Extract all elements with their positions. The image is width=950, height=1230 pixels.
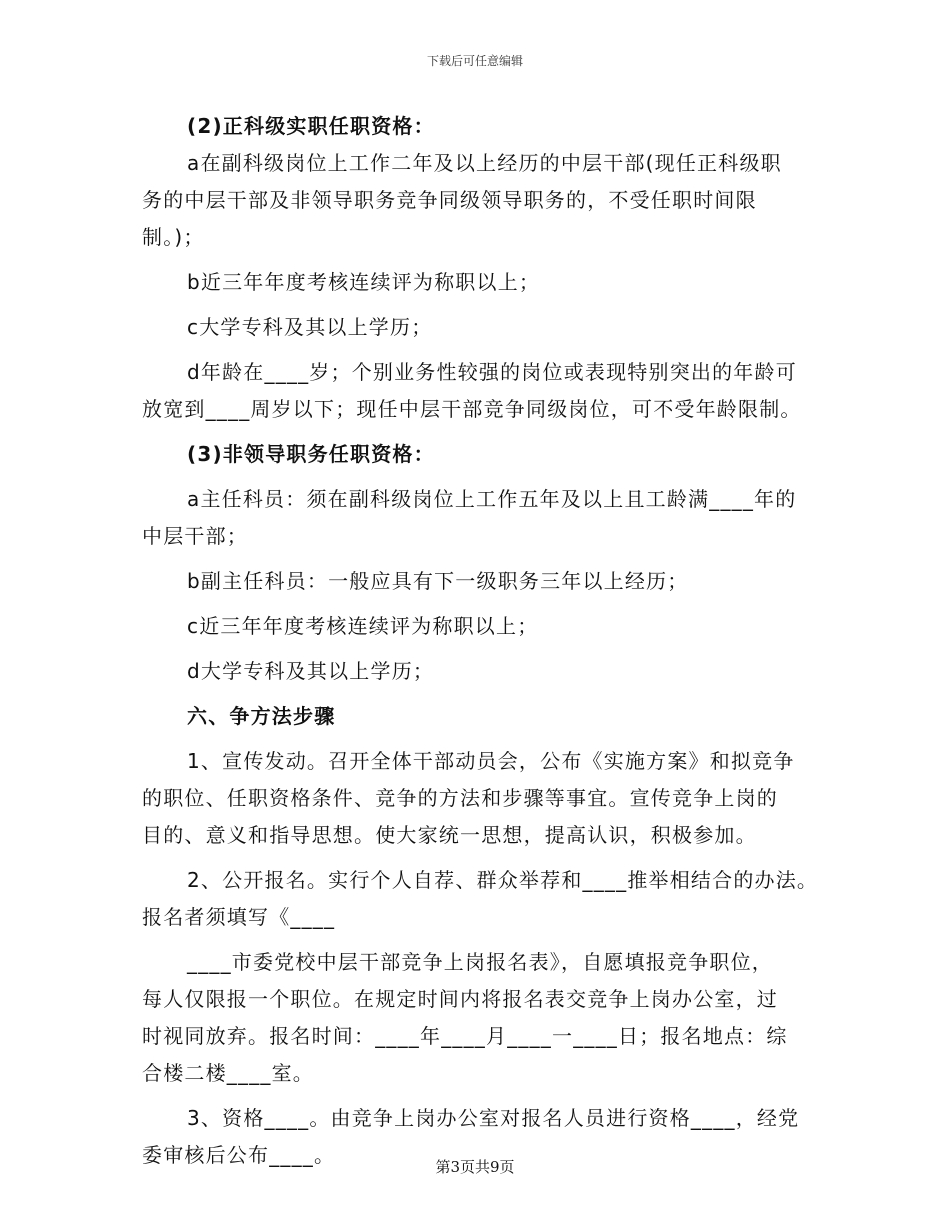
paragraph-line: d大学专科及其以上学历；	[187, 659, 435, 683]
paragraph-line: 的职位、任职资格条件、竞争的方法和步骤等事宜。宣传竞争上岗的	[142, 786, 778, 810]
subheading-zhengkeji: (2)正科级实职任职资格：	[187, 114, 435, 138]
paragraph-line: c近三年年度考核连续评为称职以上；	[187, 614, 539, 638]
paragraph-line: 目的、意义和指导思想。使大家统一思想，提高认识，积极参加。	[142, 823, 757, 847]
paragraph-line: b近三年年度考核连续评为称职以上；	[187, 270, 541, 294]
paragraph-line: 委审核后公布____。	[142, 1143, 336, 1167]
paragraph-line: c大学专科及其以上学历；	[187, 315, 433, 339]
paragraph-line: 时视同放弃。报名时间：____年____月____一____日；报名地点：综	[142, 1024, 788, 1048]
paragraph-line: 每人仅限报一个职位。在规定时间内将报名表交竞争上岗办公室，过	[142, 987, 778, 1011]
paragraph-line: 报名者须填写《____	[142, 905, 336, 929]
paragraph-line: ____市委党校中层干部竞争上岗报名表》，自愿填报竞争职位，	[187, 950, 773, 974]
paragraph-line: b副主任科员：一般应具有下一级职务三年以上经历；	[187, 569, 689, 593]
paragraph-line: a在副科级岗位上工作二年及以上经历的中层干部(现任正科级职	[187, 151, 782, 175]
page-number: 第3页共9页	[435, 1158, 515, 1176]
paragraph-line: 2、公开报名。实行个人自荐、群众举荐和____推举相结合的办法。	[187, 868, 819, 892]
paragraph-line: 1、宣传发动。召开全体干部动员会，公布《实施方案》和拟竞争	[187, 749, 795, 773]
section-heading-steps: 六、争方法步骤	[187, 704, 336, 728]
paragraph-line: 制。)；	[142, 225, 205, 249]
subheading-feilingdao: (3)非领导职务任职资格：	[187, 442, 435, 466]
paragraph-line: 合楼二楼____室。	[142, 1061, 314, 1085]
paragraph-line: d年龄在____岁；个别业务性较强的岗位或表现特别突出的年龄可	[187, 360, 797, 384]
paragraph-line: a主任科员：须在副科级岗位上工作五年及以上且工龄满____年的	[187, 487, 797, 511]
paragraph-line: 放宽到____周岁以下；现任中层干部竞争同级岗位，可不受年龄限制。	[142, 397, 802, 421]
document-body	[142, 108, 822, 1174]
paragraph-line: 中层干部；	[142, 524, 248, 548]
paragraph-line: 务的中层干部及非领导职务竞争同级领导职务的，不受任职时间限	[142, 188, 757, 212]
page-header: 下载后可任意编辑	[426, 54, 523, 68]
paragraph-line: 3、资格____。由竞争上岗办公室对报名人员进行资格____，经党	[187, 1106, 800, 1130]
